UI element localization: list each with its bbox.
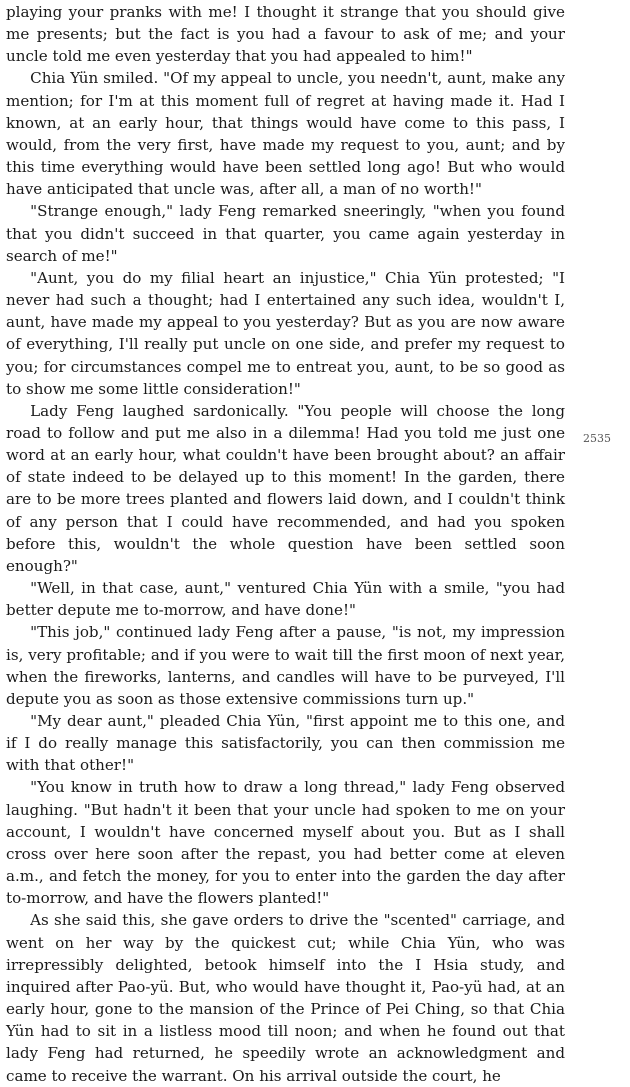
paragraph-7: "This job," continued lady Feng after a pause, "is not, my impression is, very profitable; and if you were to wait till the first moon of next year, when the fireworks, lanterns, and candles will have to be purveyed, I'll depute you as soon as those extensive commissions turn up."	[6, 623, 565, 708]
paragraph-9: "You know in truth how to draw a long thread," lady Feng observed laughing. "But hadn't it been that your uncle had spoken to me on your account, I wouldn't have concerned myself about you. But as I shall cross over here soon after the repast, you had better come at eleven a.m., and fetch the money, for you to enter into the garden the day after to-morrow, and have the flowers planted!"	[6, 778, 565, 908]
paragraph-6: "Well, in that case, aunt," ventured Chia Yün with a smile, "you had better depute me to-morrow, and have done!"	[6, 579, 565, 620]
paragraph-8: "My dear aunt," pleaded Chia Yün, "first appoint me to this one, and if I do really manage this satisfactorily, you can then commission me with that other!"	[6, 712, 565, 775]
paragraph-3: "Strange enough," lady Feng remarked sneeringly, "when you found that you didn't succeed in that quarter, you came again yesterday in search of me!"	[6, 202, 565, 265]
page-number: 2535	[583, 432, 611, 445]
paragraph-2: Chia Yün smiled. "Of my appeal to uncle, you needn't, aunt, make any mention; for I'm at this moment full of regret at having made it. Had I known, at an early hour, that things would have come to this pass, I would, from the very first, have made my request to you, aunt; and by this time everything would have been settled long ago! But who would have anticipated that uncle was, after all, a man of no worth!"	[6, 69, 565, 199]
paragraph-5: Lady Feng laughed sardonically. "You people will choose the long road to follow and put me also in a dilemma! Had you told me just one word at an early hour, what couldn't have been brought about? an affair of state indeed to be delayed up to this moment! In the garden, there are to be more trees planted and flowers laid down, and I couldn't think of any person that I could have recommended, and had you spoken before this, wouldn't the whole question have been settled soon enough?"	[6, 401, 565, 575]
book-page-text	[6, 0, 565, 1087]
paragraph-4: "Aunt, you do my filial heart an injustice," Chia Yün protested; "I never had such a thought; had I entertained any such idea, wouldn't I, aunt, have made my appeal to you yesterday? But as you are now aware of everything, I'll really put uncle on one side, and prefer my request to you; for circumstances compel me to entreat you, aunt, to be so good as to show me some little consideration!"	[6, 268, 565, 398]
paragraph-1: playing your pranks with me! I thought it strange that you should give me presents; but the fact is you had a favour to ask of me; and your uncle told me even yesterday that you had appealed to him!"	[6, 3, 565, 66]
paragraph-10: As she said this, she gave orders to drive the "scented" carriage, and went on her way by the quickest cut; while Chia Yün, who was irrepressibly delighted, betook himself into the I Hsia study, and inquired after Pao-yü. But, who would have thought it, Pao-yü had, at an early hour, gone to the mansion of the Prince of Pei Ching, so that Chia Yün had to sit in a listless mood till noon; and when he found out that lady Feng had returned, he speedily wrote an acknowledgment and came to receive the warrant. On his arrival outside the court, he	[6, 911, 565, 1085]
